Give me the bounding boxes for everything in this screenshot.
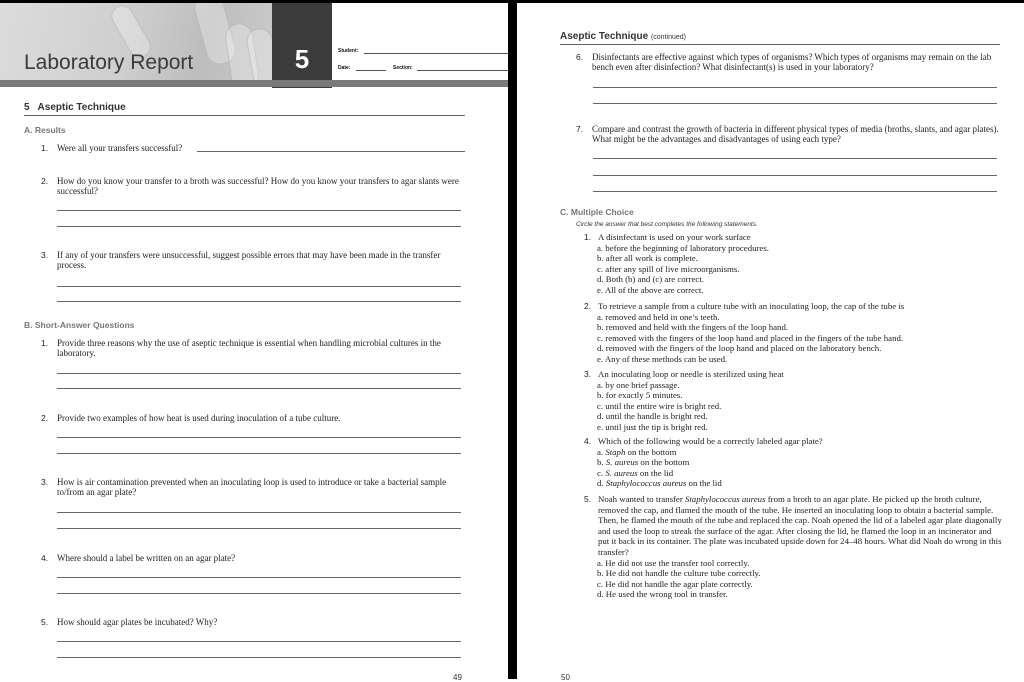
mc-option[interactable]: [597, 285, 1004, 296]
mc-option[interactable]: [597, 589, 1004, 600]
mc-option-text: c. until the entire wire is bright red.: [597, 400, 722, 411]
answer-line[interactable]: [57, 453, 461, 454]
mc-option-text: c. He did not handle the agar plate correctly.: [597, 578, 753, 589]
mc-option[interactable]: [597, 322, 1004, 333]
answer-line[interactable]: [593, 87, 997, 88]
question-text: Where should a label be written on an agar plate?: [57, 553, 236, 563]
mc-option[interactable]: [597, 422, 1004, 433]
answer-line[interactable]: [57, 226, 461, 227]
mc-stem: [598, 369, 1004, 380]
mc-option-text: c.: [597, 467, 606, 478]
mc-option[interactable]: [597, 333, 1004, 344]
mc-option-text: d. He used the wrong tool in transfer.: [597, 589, 728, 600]
answer-line[interactable]: [593, 158, 997, 159]
mc-option[interactable]: [597, 274, 1004, 285]
question: [41, 553, 461, 563]
mc-option[interactable]: [597, 478, 1004, 489]
answer-line[interactable]: [57, 286, 461, 287]
mc-option[interactable]: [597, 568, 1004, 579]
mc-option[interactable]: [597, 411, 1004, 422]
mc-option-text: d. removed with the fingers of the loop hand and placed on the laboratory bench.: [597, 343, 882, 354]
continued-heading: [560, 31, 686, 42]
mc-option-text: a.: [597, 446, 606, 457]
question: [41, 477, 461, 498]
question-number: 2.: [41, 413, 49, 423]
question: [41, 617, 461, 627]
question: [576, 52, 1004, 73]
question: [41, 250, 461, 271]
mc-option-text: e. until just the tip is bright red.: [597, 421, 708, 432]
header-grey-bar: [0, 80, 508, 87]
mc-option-text: b.: [597, 457, 606, 468]
mc-option-text: d. Both (b) and (c) are correct.: [597, 274, 704, 285]
chapter-heading: [24, 102, 126, 113]
mc-option[interactable]: [597, 468, 1004, 479]
mc-option-text: on the bottom: [625, 446, 677, 457]
mc-option-text: on the bottom: [638, 457, 690, 468]
mc-option[interactable]: [597, 253, 1004, 264]
mc-option-text: a. by one brief passage.: [597, 379, 680, 390]
question-number: 4.: [41, 553, 49, 563]
mc-stem-text: Which of the following would be a correctly labeled agar plate?: [598, 436, 823, 446]
report-title: Laboratory Report: [24, 51, 194, 74]
mc-stem-text: A disinfectant is used on your work surface: [598, 232, 751, 242]
mc-stem-text: Noah wanted to transfer: [598, 494, 685, 504]
question: [41, 413, 461, 423]
mc-option-text: d. until the handle is bright red.: [597, 411, 708, 422]
question-number: 6.: [576, 52, 584, 62]
mc-option[interactable]: [597, 343, 1004, 354]
question-number: 5.: [41, 617, 49, 627]
mc-option[interactable]: [597, 264, 1004, 275]
question-number: 2.: [41, 176, 49, 186]
student-label: Student:: [338, 48, 359, 54]
answer-line[interactable]: [57, 388, 461, 389]
mc-item: [584, 369, 1004, 433]
question-text: If any of your transfers were unsuccessful, suggest possible errors that may have been made in the transfer process.: [57, 250, 441, 271]
answer-line[interactable]: [57, 528, 461, 529]
mc-item-number: 2.: [584, 301, 592, 311]
section-label: B. Short-Answer Questions: [24, 320, 135, 330]
mc-stem: [598, 494, 1004, 558]
answer-line[interactable]: [593, 103, 997, 104]
question-number: 3.: [41, 250, 49, 260]
mc-option-italic: S. aureus: [605, 457, 639, 468]
continued-heading-title: Aseptic Technique: [560, 31, 649, 42]
mc-option-text: c. removed with the fingers of the loop hand and placed in the fingers of the tube hand.: [597, 332, 904, 343]
mc-item-number: 3.: [584, 369, 592, 379]
question-text: How is air contamination prevented when an inoculating loop is used to introduce or take a bacterial sample to/from an agar plate?: [57, 477, 447, 498]
mc-option-text: a. removed and held in one’s teeth.: [597, 311, 720, 322]
mc-stem-text: To retrieve a sample from a culture tube with an inoculating loop, the cap of the tube is: [598, 301, 905, 311]
chapter-heading-title: Aseptic Technique: [37, 102, 126, 113]
mc-option-text: a. He did not use the transfer tool correctly.: [597, 557, 750, 568]
mc-item-number: 1.: [584, 232, 592, 242]
answer-line[interactable]: [57, 593, 461, 594]
page-divider: [508, 0, 517, 679]
date-field[interactable]: [356, 70, 386, 71]
heading-rule: [24, 115, 465, 116]
answer-line[interactable]: [593, 175, 997, 176]
mc-item: [584, 436, 1004, 489]
mc-stem: [598, 436, 1004, 447]
mc-stem: [598, 232, 1004, 243]
mc-option[interactable]: [597, 380, 1004, 391]
mc-instructions: Circle the answer that best completes the following statements.: [576, 221, 758, 228]
mc-option[interactable]: [597, 579, 1004, 590]
answer-line[interactable]: [57, 301, 461, 302]
mc-option[interactable]: [597, 243, 1004, 254]
mc-stem: [598, 301, 1004, 312]
mc-option-text: b. removed and held with the fingers of the loop hand.: [597, 322, 789, 333]
mc-item: [584, 232, 1004, 296]
section-label-c: C. Multiple Choice: [560, 207, 634, 217]
mc-option-italic: Staphylococcus aureus: [605, 478, 687, 489]
mc-option-text: c. after any spill of live microorganisms.: [597, 263, 740, 274]
chapter-number: 5: [294, 44, 310, 74]
continued-heading-suffix: (continued): [650, 34, 686, 41]
question-number: 1.: [41, 338, 49, 348]
mc-option-italic: S. aureus: [605, 467, 638, 478]
mc-option-text: e. Any of these methods can be used.: [597, 353, 728, 364]
mc-option[interactable]: [597, 457, 1004, 468]
mc-item-number: 5.: [584, 494, 592, 504]
mc-stem-text: An inoculating loop or needle is sterilized using heat: [598, 369, 784, 379]
mc-item: [584, 301, 1004, 365]
answer-line[interactable]: [57, 373, 461, 374]
question-number: 1.: [41, 143, 49, 153]
mc-option[interactable]: [597, 447, 1004, 458]
page-number-right: 50: [561, 673, 570, 682]
mc-option-text: e. All of the above are correct.: [597, 284, 704, 295]
mc-stem-text: from a broth to an agar plate. He picked up the broth culture, removed the cap, and flamed the mouth of the tube. He inserted an inoculating loop to obtain a bacterial sample. Then, he flamed the mouth of the tube and replaced the cap. Noah opened the lid of a labeled agar plate diagonally and used the loop to streak the surface of the agar. After closing the lid, he flamed the loop in an incinerator and put it back in its container. The plate was incubated upside down for 24–48 hours. What did Noah do wrong in this transfer?: [598, 494, 1002, 557]
question-number: 3.: [41, 477, 49, 487]
question: [576, 124, 1004, 145]
date-label: Date:: [338, 65, 351, 71]
question-text: Were all your transfers successful?: [57, 143, 183, 153]
mc-option-text: b. for exactly 5 minutes.: [597, 390, 683, 401]
mc-option[interactable]: [597, 354, 1004, 365]
section-field[interactable]: [417, 70, 508, 71]
mc-option[interactable]: [597, 558, 1004, 569]
question: [41, 338, 461, 359]
answer-line[interactable]: [57, 437, 461, 438]
mc-item: [584, 494, 1004, 600]
mc-item-number: 4.: [584, 436, 592, 446]
question-text: How should agar plates be incubated? Why?: [57, 617, 218, 627]
mc-option-text: b. He did not handle the culture tube correctly.: [597, 568, 761, 579]
question-text: How do you know your transfer to a broth was successful? How do you know your transfers to agar slants were successful?: [57, 176, 459, 197]
answer-line[interactable]: [593, 191, 997, 192]
question: [41, 176, 461, 197]
question-text: Provide three reasons why the use of aseptic technique is essential when handling microbial cultures in the laboratory.: [57, 338, 441, 359]
answer-line[interactable]: [57, 641, 461, 642]
mc-option-text: on the lid: [637, 467, 674, 478]
question-number: 7.: [576, 124, 584, 134]
chapter-heading-number: 5: [24, 102, 30, 113]
mc-option[interactable]: [597, 401, 1004, 412]
mc-option-text: on the lid: [686, 478, 722, 489]
question-text: Disinfectants are effective against which types of organisms? Which types of organisms may remain on the lab bench even after disinfection? What disinfectant(s) is used in your laboratory?: [592, 52, 992, 73]
question-text: Provide two examples of how heat is used during inoculation of a tube culture.: [57, 413, 341, 423]
answer-line[interactable]: [57, 657, 461, 658]
mc-option-text: d.: [597, 478, 606, 489]
section-label: A. Results: [24, 125, 66, 135]
page-number-left: 49: [453, 673, 462, 682]
heading-rule: [560, 44, 1000, 45]
mc-option[interactable]: [597, 390, 1004, 401]
mc-option[interactable]: [597, 312, 1004, 323]
question-text: Compare and contrast the growth of bacteria in different physical types of media (broths, slants, and agar plates). What might be the advantages and disadvantages of using each type?: [592, 124, 999, 145]
mc-stem-italic: Staphylococcus aureus: [684, 494, 766, 504]
answer-line[interactable]: [57, 512, 461, 513]
answer-line[interactable]: [57, 210, 461, 211]
mc-option-text: b. after all work is complete.: [597, 253, 698, 264]
student-field[interactable]: [364, 53, 508, 54]
section-label: Section:: [393, 65, 413, 71]
answer-line[interactable]: [197, 151, 465, 152]
mc-option-text: a. before the beginning of laboratory procedures.: [597, 242, 769, 253]
answer-line[interactable]: [57, 577, 461, 578]
mc-option-italic: Staph: [605, 446, 626, 457]
